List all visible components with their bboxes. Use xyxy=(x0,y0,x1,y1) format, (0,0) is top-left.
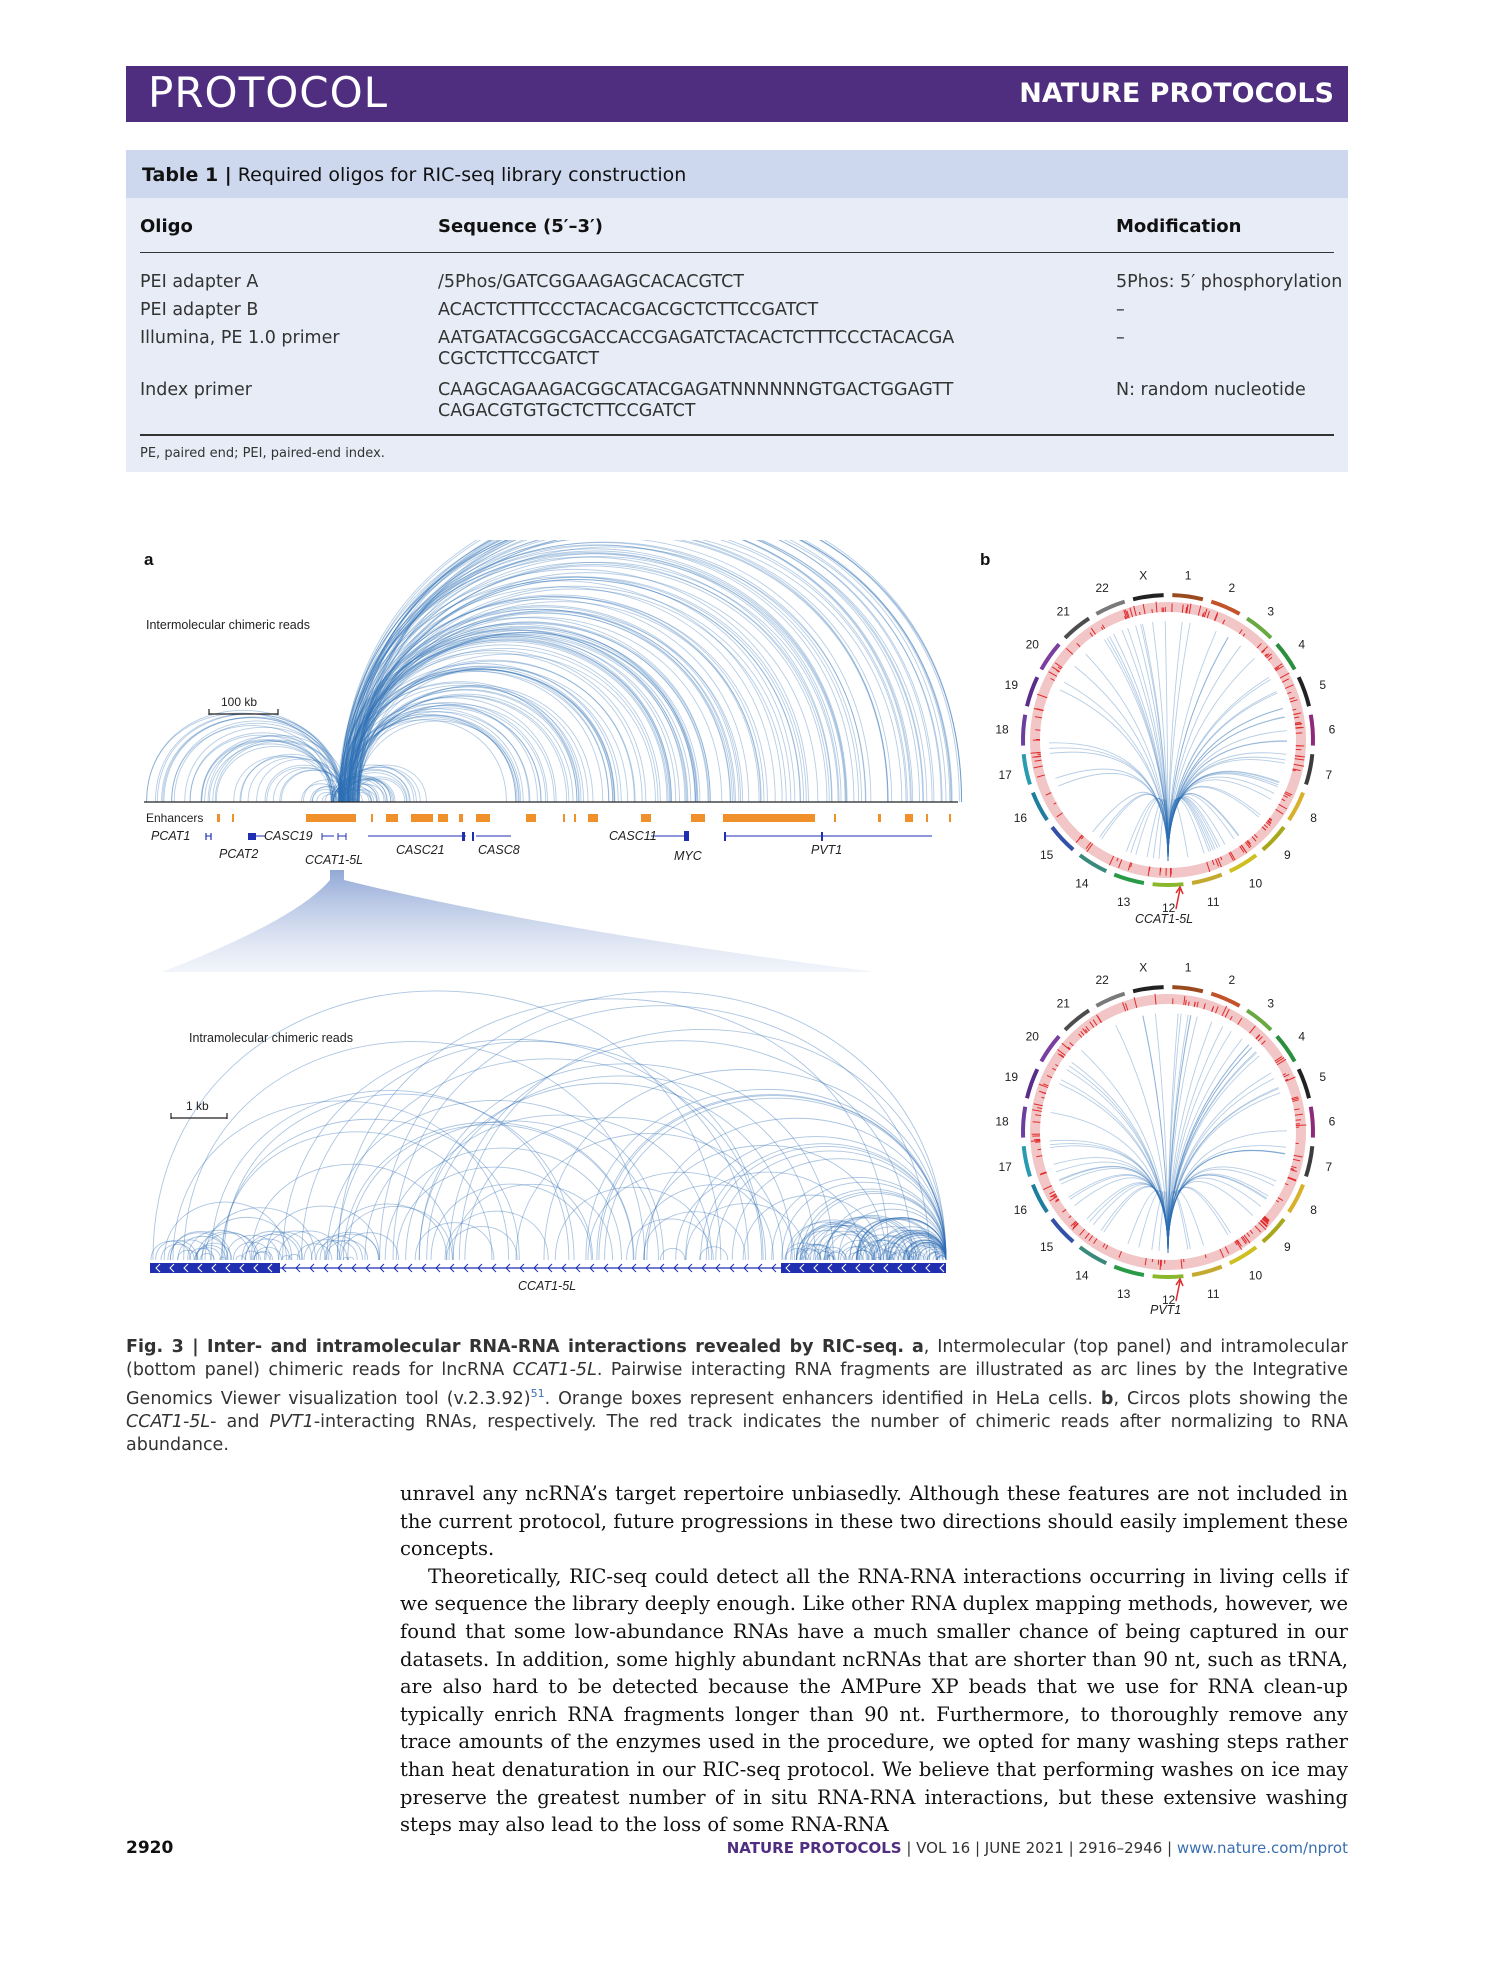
body-paragraph: unravel any ncRNA’s target repertoire unbiasedly. Although these features are not included in the current protocol, future progressions in these two directions should easily implement these concepts. xyxy=(400,1482,1348,1561)
zoom-wedge xyxy=(162,870,876,972)
chromosome-label: 14 xyxy=(1075,1268,1089,1283)
footer-volume: | VOL 16 | JUNE 2021 | 2916–2946 | xyxy=(901,1839,1177,1857)
gene-label-casc21: CASC21 xyxy=(396,843,445,857)
chromosome-label: 2 xyxy=(1228,580,1236,595)
chromosome-label: 7 xyxy=(1325,767,1333,782)
chromosome-label: 6 xyxy=(1328,1114,1336,1129)
intramolecular-label: Intramolecular chimeric reads xyxy=(189,1031,353,1045)
chromosome-label: 9 xyxy=(1284,1239,1291,1254)
table-cell: – xyxy=(1116,328,1125,348)
chromosome-label: 7 xyxy=(1325,1159,1333,1174)
table-header-rule xyxy=(140,252,1334,253)
panel-a-label: a xyxy=(144,550,154,569)
chromosome-label: 5 xyxy=(1319,1070,1327,1085)
caption-reference[interactable]: 51 xyxy=(530,1387,545,1400)
table-cell: – xyxy=(1116,300,1125,320)
table-cell: AATGATACGGCGACCACCGAGATCTACACTCTTTCCCTACACGA CGCTCTTCCGATCT xyxy=(438,328,955,369)
caption-gene: CCAT1-5L xyxy=(126,1411,211,1432)
caption-text: -interacting RNAs, respectively. The red track indicates the number of chimeric reads after normalizing to RNA abundance. xyxy=(126,1411,1348,1455)
chromosome-label: 18 xyxy=(995,722,1009,737)
header-bar xyxy=(126,66,1348,122)
circos-top-target-label: CCAT1-5L xyxy=(1135,912,1194,926)
chromosome-label: 16 xyxy=(1013,1202,1028,1217)
scale-bar-1kb xyxy=(171,1099,227,1119)
table-cell: Index primer xyxy=(140,380,252,400)
table-title-text: Required oligos for RIC-seq library construction xyxy=(237,164,687,186)
table-1 xyxy=(126,150,1348,472)
chromosome-label: 4 xyxy=(1298,637,1306,652)
gene-label-pcat1: PCAT1 xyxy=(151,829,191,843)
bottom-gene-label: CCAT1-5L xyxy=(518,1279,577,1293)
chromosome-label: 2 xyxy=(1228,972,1236,987)
chromosome-label: 12 xyxy=(1162,901,1176,915)
chromosome-label: 15 xyxy=(1039,847,1054,862)
section-title: PROTOCOL xyxy=(148,68,389,117)
chromosome-label: 16 xyxy=(1013,810,1028,825)
ccat1-gene-model xyxy=(150,1263,946,1273)
caption-panel-a: a xyxy=(911,1337,924,1357)
chromosome-label: 8 xyxy=(1310,1202,1317,1217)
chromosome-label: 11 xyxy=(1207,894,1220,909)
gene-label-casc11: CASC11 xyxy=(609,829,657,843)
chromosome-label: 19 xyxy=(1004,678,1019,693)
caption-text: - and xyxy=(210,1411,270,1432)
chromosome-label: 20 xyxy=(1025,637,1039,652)
page-number: 2920 xyxy=(126,1838,174,1858)
table-cell: CAAGCAGAAGACGGCATACGAGATNNNNNNGTGACTGGAGTT CAGACGTGTGCTCTTCCGATCT xyxy=(438,380,954,421)
panel-b-label: b xyxy=(980,550,991,569)
col-header-sequence: Sequence (5′–3′) xyxy=(438,216,604,237)
table-title-band xyxy=(126,150,1348,198)
journal-title: NATURE PROTOCOLS xyxy=(1019,78,1334,109)
chromosome-label: 11 xyxy=(1207,1286,1220,1301)
body-paragraph: Theoretically, RIC-seq could detect all the RNA-RNA interactions occurring in living cells if we sequence the library deeply enough. Like other RNA duplex mapping methods, however, we found that some low-abundance RNAs have a much smaller chance of being captured in our datasets. In addition, some highly abundant ncRNAs that are shorter than 90 nt, such as tRNA, are also hard to be detected because the AMPure XP beads that we use for RNA clean-up typically enrich RNA fragments longer than 90 nt. Furthermore, to thoroughly remove any trace amounts of the enzymes used in the procedure, we opted for many washing steps rather than heat denaturation in our RIC-seq protocol. We believe that performing washes on ice may preserve the greatest number of in situ RNA-RNA interactions, but these extensive washing steps may also lead to the loss of some RNA-RNA xyxy=(400,1564,1348,1837)
caption-text: . Pairwise interacting RNA fragments are illustrated as arc lines by the Integrative Genomics Viewer visualization tool (v.2.3.92) xyxy=(126,1360,1348,1409)
caption-text: . Orange boxes represent enhancers identified in HeLa cells. xyxy=(544,1388,1101,1409)
chromosome-label: X xyxy=(1139,960,1148,975)
enhancer-track xyxy=(217,814,951,822)
footer-citation xyxy=(727,1839,1348,1857)
scale-label-bottom: 1 kb xyxy=(186,1099,209,1113)
circos-bottom-target-label: PVT1 xyxy=(1150,1303,1182,1317)
chromosome-label: 5 xyxy=(1319,678,1327,693)
body-text xyxy=(400,1480,1348,1839)
scale-bar-100kb xyxy=(209,695,278,715)
chromosome-label: 13 xyxy=(1116,894,1131,909)
chromosome-label: 1 xyxy=(1184,568,1192,583)
gene-label-pvt1: PVT1 xyxy=(811,843,843,857)
table-cell: ACACTCTTTCCCTACACGACGCTCTTCCGATCT xyxy=(438,300,819,320)
enhancers-label: Enhancers xyxy=(146,811,204,825)
figure-3 xyxy=(126,540,1348,1330)
col-header-modification: Modification xyxy=(1116,216,1242,237)
table-cell: N: random nucleotide xyxy=(1116,380,1306,400)
chromosome-label: 17 xyxy=(998,1159,1012,1174)
chromosome-label: 21 xyxy=(1056,996,1070,1011)
chromosome-label: 20 xyxy=(1025,1029,1039,1044)
chromosome-label: 22 xyxy=(1095,972,1109,987)
intermolecular-label: Intermolecular chimeric reads xyxy=(146,618,310,632)
chromosome-label: 9 xyxy=(1284,847,1291,862)
chromosome-label: 10 xyxy=(1248,876,1263,891)
chromosome-label: X xyxy=(1139,568,1148,583)
chromosome-label: 8 xyxy=(1310,810,1317,825)
chromosome-label: 10 xyxy=(1248,1268,1263,1283)
caption-text: , Circos plots showing the xyxy=(1113,1388,1348,1409)
intermolecular-arcs xyxy=(147,540,962,802)
chromosome-label: 4 xyxy=(1298,1029,1306,1044)
chromosome-label: 15 xyxy=(1039,1239,1054,1254)
table-cell: 5Phos: 5′ phosphorylation xyxy=(1116,272,1343,292)
caption-title: Fig. 3 | Inter- and intramolecular RNA-RNA interactions revealed by RIC-seq. xyxy=(126,1337,904,1357)
gene-label-pcat2: PCAT2 xyxy=(219,847,259,861)
gene-label-ccat1: CCAT1-5L xyxy=(305,853,364,867)
chromosome-label: 21 xyxy=(1056,604,1070,619)
circos-plot-ccat1 xyxy=(995,569,1335,915)
scale-label-top: 100 kb xyxy=(221,695,258,709)
col-header-oligo: Oligo xyxy=(140,216,193,237)
chromosome-label: 12 xyxy=(1162,1293,1176,1307)
chromosome-label: 3 xyxy=(1267,604,1275,619)
table-cell: /5Phos/GATCGGAAGAGCACACGTCT xyxy=(438,272,744,292)
caption-gene: PVT1 xyxy=(269,1411,314,1432)
figure-caption xyxy=(126,1336,1348,1457)
chromosome-label: 19 xyxy=(1004,1070,1019,1085)
chromosome-label: 13 xyxy=(1116,1286,1131,1301)
table-number: Table 1 | xyxy=(142,164,232,186)
gene-label-casc19: CASC19 xyxy=(264,829,313,843)
table-cell: Illumina, PE 1.0 primer xyxy=(140,328,340,348)
chromosome-label: 3 xyxy=(1267,996,1275,1011)
caption-text: , Intermolecular (top panel) and intramolecular (bottom panel) chimeric reads for lncRNA xyxy=(126,1337,1348,1380)
table-bottom-rule xyxy=(140,434,1334,436)
caption-panel-b: b xyxy=(1100,1388,1114,1409)
gene-track xyxy=(206,831,932,841)
chromosome-label: 17 xyxy=(998,767,1012,782)
caption-gene: CCAT1-5L xyxy=(512,1360,597,1380)
circos-plot-pvt1 xyxy=(995,961,1335,1307)
gene-label-casc8: CASC8 xyxy=(478,843,520,857)
chromosome-label: 18 xyxy=(995,1114,1009,1129)
table-cell: PEI adapter A xyxy=(140,272,259,292)
chromosome-label: 22 xyxy=(1095,580,1109,595)
footer-url[interactable]: www.nature.com/nprot xyxy=(1176,1839,1348,1857)
footer-journal: NATURE PROTOCOLS xyxy=(726,1839,902,1857)
gene-label-myc: MYC xyxy=(674,849,702,863)
table-cell: PEI adapter B xyxy=(140,300,259,320)
table-footnote: PE, paired end; PEI, paired-end index. xyxy=(140,446,385,461)
table-title xyxy=(142,164,686,186)
chromosome-label: 6 xyxy=(1328,722,1336,737)
chromosome-label: 1 xyxy=(1184,960,1192,975)
chromosome-label: 14 xyxy=(1075,876,1089,891)
